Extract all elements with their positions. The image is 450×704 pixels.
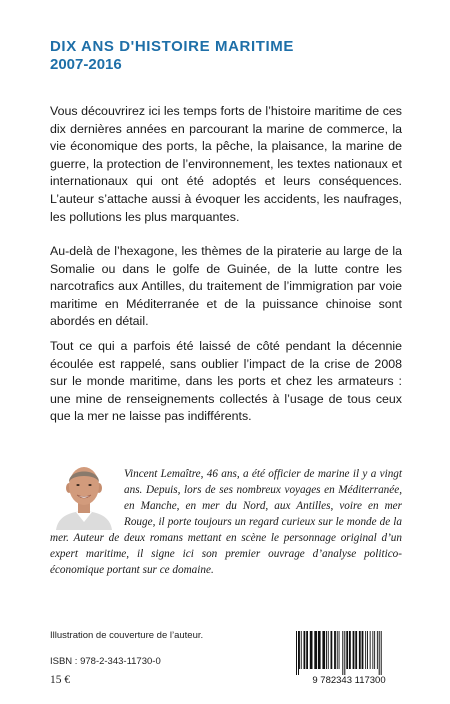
book-title: DIX ANS D'HISTOIRE MARITIME bbox=[50, 38, 294, 55]
blurb-paragraph-1: Vous découvrirez ici les temps forts de l’histoire maritime de ces dix dernières années en parcourant la marine de commerce, la vie économique des ports, la pêche, la plaisance, la marine de guerre, la protection de l’environnement, les textes nationaux et internationaux qui ont été adoptés et leurs conséquences. L’auteur s’attache aussi à évoquer les accidents, les naufrages, les pollutions les plus marquantes. bbox=[50, 104, 402, 224]
price: 15 € bbox=[50, 674, 71, 686]
blurb-paragraph-3: Tout ce qui a parfois été laissé de côté pendant la décennie écoulée est rappelé, sans oublier l’impact de la crise de 2008 sur le monde maritime, dans les ports et chez les armateurs : une mine de renseignements collectés à l’usage de tous ceux que la mer ne laisse pas indifférents. bbox=[50, 339, 402, 424]
author-bio-text: Vincent Lemaître, 46 ans, a été officier de marine il y a vingt ans. Depuis, lors de ses nombreux voyages en Méditerranée, en Manche, en mer du Nord, aux Antilles, voire en mer Rouge, il porte toujours un regard curieux sur le monde de la mer. Auteur de deux romans mettant en scène le personnage original d’un expert maritime, il signe ici son premier ouvrage d’analyse politico-économique portant sur ce domaine. bbox=[50, 468, 402, 576]
book-subtitle-years: 2007-2016 bbox=[50, 56, 122, 73]
cover-credit: Illustration de couverture de l’auteur. bbox=[50, 630, 204, 641]
barcode-number: 9 782343 117300 bbox=[312, 675, 386, 685]
isbn: ISBN : 978-2-343-11730-0 bbox=[50, 656, 161, 667]
blurb-paragraph-2: Au-delà de l’hexagone, les thèmes de la piraterie au large de la Somalie ou dans le golfe de Guinée, de la lutte contre les narcotrafics aux Antilles, du traitement de l’immigration par voie maritime en Méditerranée et de la puissance chinoise sont abordés en détail. bbox=[50, 244, 402, 329]
isbn-barcode bbox=[290, 629, 408, 685]
bio-photo-spacer bbox=[50, 466, 124, 530]
author-bio bbox=[50, 466, 402, 578]
barcode-bars bbox=[296, 631, 382, 675]
